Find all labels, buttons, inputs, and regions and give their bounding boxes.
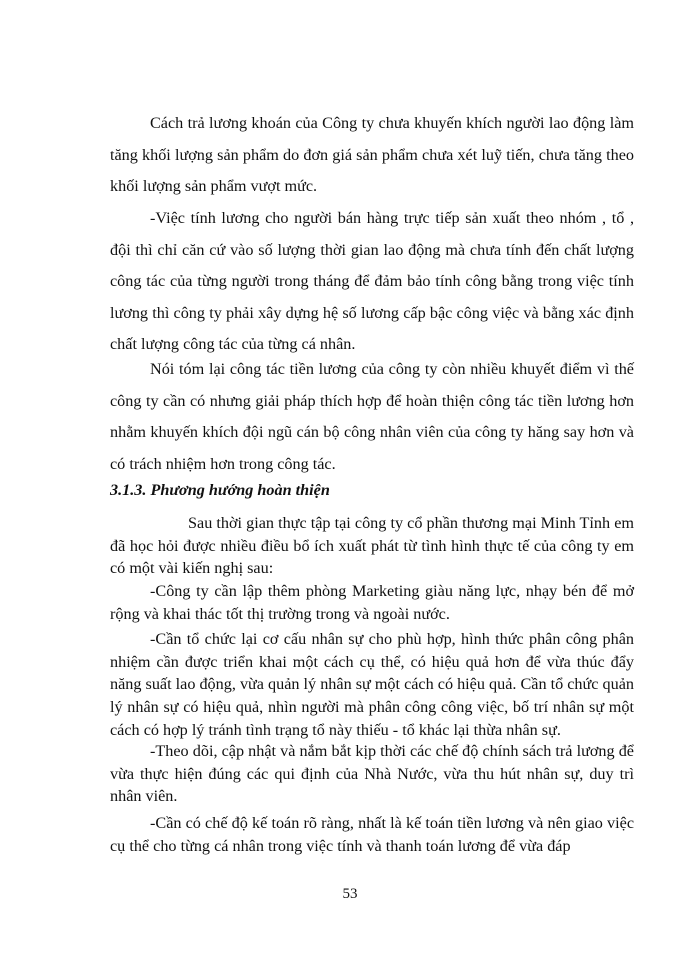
paragraph-salary-contract: Cách trả lương khoán của Công ty chưa khuyến khích người lao động làm tăng khối lượng sản phẩm do đơn giá sản phẩm chưa xét luỹ tiến, chưa tăng theo khối lượng sản phẩm vượt mức. xyxy=(110,114,634,196)
section-heading: 3.1.3. Phương hướng hoàn thiện xyxy=(110,481,330,499)
paragraph-summary: Nói tóm lại công tác tiền lương của công ty còn nhiều khuyết điểm vì thế công ty cần có nhưng giải pháp thích hợp để hoàn thiện công tác tiền lương hơn nhằm khuyến khích đội ngũ cán bộ công nhân viên của công ty hăng say hơn và có trách nhiệm hơn trong công tác. xyxy=(110,360,634,473)
suggestion-marketing: -Công ty cần lập thêm phòng Marketing giàu năng lực, nhạy bén để mở rộng và khai thác tốt thị trường trong và ngoài nước. xyxy=(110,582,634,623)
suggestion-organization: -Cần tổ chức lại cơ cấu nhân sự cho phù hợp, hình thức phân công phân nhiệm cần được triển khai một cách cụ thể, có hiệu quả hơn để vừa thúc đẩy năng suất lao động, vừa quản lý nhân sự một cách có hiệu quả. Cần tổ chức quản lý nhân sự có hiệu quả, nhìn người mà phân công công việc, bố trí nhân sự một cách có hợp lý tránh tình trạng tổ này thiếu - tổ khác lại thừa nhân sự. xyxy=(110,630,634,739)
page-number: 53 xyxy=(342,886,358,902)
paragraph-team-salary: -Việc tính lương cho người bán hàng trực tiếp sản xuất theo nhóm , tổ , đội thì chỉ căn cứ vào số lượng thời gian lao động mà chưa tính đến chất lượng công tác của từng người trong tháng để đảm bảo tính công bằng trong việc tính lương thì công ty phải xây dựng hệ số lương cấp bậc công việc và bằng xác định chất lượng công tác của từng cá nhân. xyxy=(110,209,634,354)
section-intro: Sau thời gian thực tập tại công ty cổ phần thương mại Minh Tỉnh em đã học hỏi được nhiều điều bổ ích xuất phát từ tình hình thực tế của công ty em có một vài kiến nghị sau: xyxy=(110,514,634,578)
suggestion-policy: -Theo dõi, cập nhật và nắm bắt kịp thời các chế độ chính sách trả lương để vừa thực hiện đúng các qui định của Nhà Nước, vừa thu hút nhân sự, duy trì nhân viên. xyxy=(110,742,634,806)
suggestion-accounting: -Cần có chế độ kế toán rõ ràng, nhất là kế toán tiền lương và nên giao việc cụ thể cho từng cá nhân trong việc tính và thanh toán lương để vừa đáp xyxy=(110,814,634,855)
